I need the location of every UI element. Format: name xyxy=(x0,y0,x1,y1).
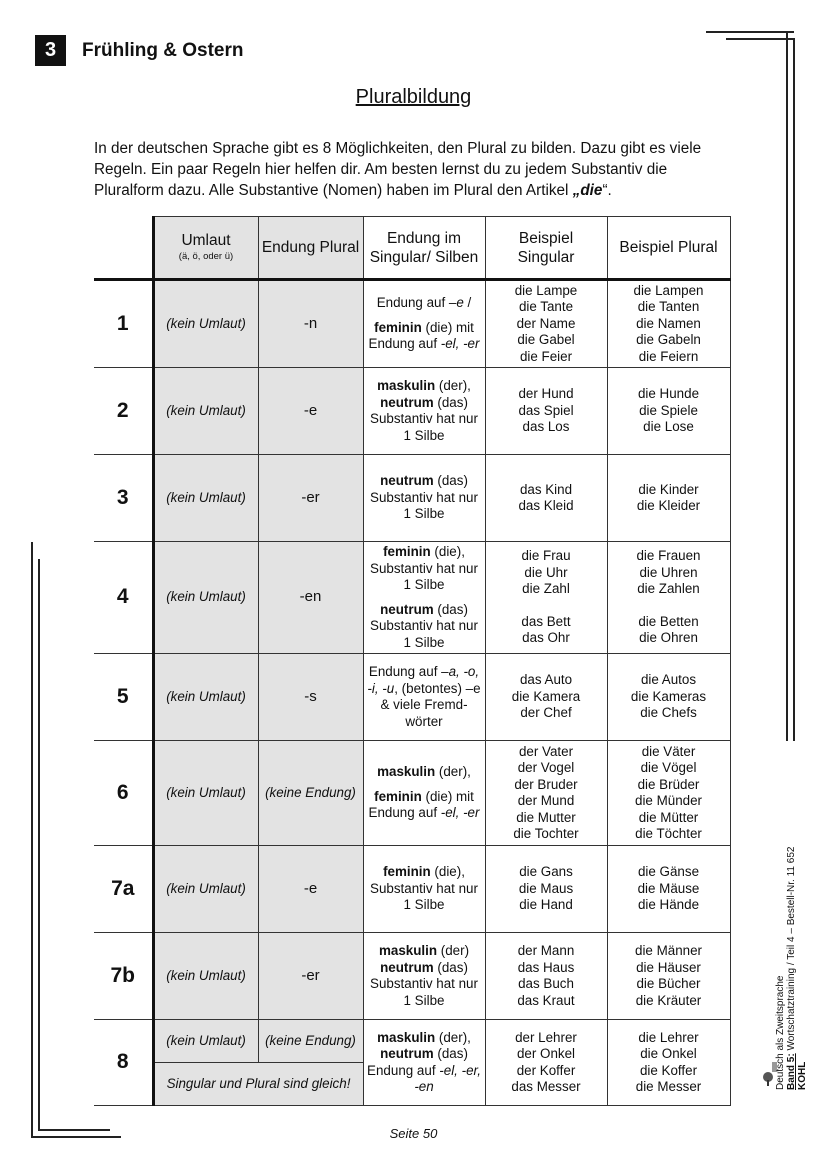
header-beispiel-singular: Beispiel Singular xyxy=(485,217,607,280)
singular-cell: das Auto die Kamera der Chef xyxy=(485,654,607,741)
plural-cell: die Männer die Häuser die Bücher die Kräuter xyxy=(607,933,730,1020)
table-row xyxy=(94,542,730,654)
plural-table xyxy=(94,216,731,1106)
rule-cell: maskulin (der), neutrum (das) Substantiv hat nur 1 Silbe xyxy=(363,368,485,455)
intro-paragraph xyxy=(94,138,734,201)
header-umlaut: Umlaut (ä, ö, oder ü) xyxy=(153,217,258,280)
row-number: 4 xyxy=(94,542,153,654)
header-endung-plural: Endung Plural xyxy=(258,217,363,280)
umlaut-cell: (kein Umlaut) xyxy=(153,542,258,654)
chapter-number: 3 xyxy=(35,35,66,66)
singular-cell: der Hund das Spiel das Los xyxy=(485,368,607,455)
umlaut-cell: (kein Umlaut) xyxy=(153,455,258,542)
table-row xyxy=(94,1020,730,1063)
frame-line xyxy=(38,559,40,1131)
endung-cell: -er xyxy=(258,455,363,542)
row-number: 8 xyxy=(94,1020,153,1106)
table-row xyxy=(94,654,730,741)
same-form-note: Singular und Plural sind gleich! xyxy=(153,1063,363,1106)
row-number: 6 xyxy=(94,741,153,846)
umlaut-cell: (kein Umlaut) xyxy=(153,368,258,455)
table-row xyxy=(94,933,730,1020)
row-number: 7b xyxy=(94,933,153,1020)
publisher-name: KOHL xyxy=(797,1061,808,1090)
plural-cell: die Kinder die Kleider xyxy=(607,455,730,542)
singular-cell: der Lehrer der Onkel der Koffer das Messer xyxy=(485,1020,607,1106)
frame-line xyxy=(786,31,788,741)
page-number: Seite 50 xyxy=(389,1126,438,1141)
plural-cell: die Autos die Kameras die Chefs xyxy=(607,654,730,741)
singular-cell: die Frau die Uhr die Zahl das Bett das Ohr xyxy=(485,542,607,654)
umlaut-cell: (kein Umlaut) xyxy=(153,1020,258,1063)
intro-article: „die xyxy=(572,182,603,199)
header-endung-singular: Endung im Singular/ Silben xyxy=(363,217,485,280)
side-line-1: Deutsch als Zweitsprache xyxy=(775,975,786,1090)
rule-cell: maskulin (der), neutrum (das) Endung auf -el, -er, -en xyxy=(363,1020,485,1106)
rule-cell: neutrum (das) Substantiv hat nur 1 Silbe xyxy=(363,455,485,542)
endung-cell: -e xyxy=(258,846,363,933)
plural-cell: die Hunde die Spiele die Lose xyxy=(607,368,730,455)
row-number: 2 xyxy=(94,368,153,455)
rule-cell: maskulin (der), feminin (die) mit Endung auf -el, -er xyxy=(363,741,485,846)
singular-cell: das Kind das Kleid xyxy=(485,455,607,542)
plural-cell: die Lehrer die Onkel die Koffer die Messer xyxy=(607,1020,730,1106)
plural-cell: die Väter die Vögel die Brüder die Münder die Mütter die Töchter xyxy=(607,741,730,846)
frame-line xyxy=(31,542,33,1138)
frame-line xyxy=(726,38,794,40)
row-number: 3 xyxy=(94,455,153,542)
table-row xyxy=(94,280,730,368)
endung-cell: -e xyxy=(258,368,363,455)
umlaut-cell: (kein Umlaut) xyxy=(153,846,258,933)
plural-cell: die Frauen die Uhren die Zahlen die Betten die Ohren xyxy=(607,542,730,654)
frame-line xyxy=(706,31,794,33)
singular-cell: die Lampe die Tante der Name die Gabel die Feier xyxy=(485,280,607,368)
endung-cell: -n xyxy=(258,280,363,368)
row-number: 1 xyxy=(94,280,153,368)
singular-cell: der Vater der Vogel der Bruder der Mund die Mutter die Tochter xyxy=(485,741,607,846)
umlaut-cell: (kein Umlaut) xyxy=(153,654,258,741)
endung-cell: -er xyxy=(258,933,363,1020)
rule-cell: maskulin (der) neutrum (das) Substantiv hat nur 1 Silbe xyxy=(363,933,485,1020)
row-number: 7a xyxy=(94,846,153,933)
umlaut-cell: (kein Umlaut) xyxy=(153,741,258,846)
endung-cell: (keine Endung) xyxy=(258,741,363,846)
rule-cell: Endung auf –a, -o, -i, -u, (betontes) –e & viele Fremd-wörter xyxy=(363,654,485,741)
frame-line xyxy=(793,38,795,741)
table-row xyxy=(94,741,730,846)
table-row xyxy=(94,455,730,542)
singular-cell: der Mann das Haus das Buch das Kraut xyxy=(485,933,607,1020)
umlaut-cell: (kein Umlaut) xyxy=(153,280,258,368)
table-row xyxy=(94,368,730,455)
header-corner xyxy=(94,217,153,280)
header-beispiel-plural: Beispiel Plural xyxy=(607,217,730,280)
endung-cell: (keine Endung) xyxy=(258,1020,363,1063)
plural-cell: die Lampen die Tanten die Namen die Gabeln die Feiern xyxy=(607,280,730,368)
umlaut-cell: (kein Umlaut) xyxy=(153,933,258,1020)
singular-cell: die Gans die Maus die Hand xyxy=(485,846,607,933)
row-number: 5 xyxy=(94,654,153,741)
table-header-row xyxy=(94,217,730,280)
side-publication-info xyxy=(775,847,808,1090)
rule-cell: Endung auf –e / feminin (die) mit Endung auf -el, -er xyxy=(363,280,485,368)
table-row xyxy=(94,846,730,933)
intro-end: “. xyxy=(602,182,612,199)
plural-cell: die Gänse die Mäuse die Hände xyxy=(607,846,730,933)
endung-cell: -en xyxy=(258,542,363,654)
rule-cell: feminin (die), Substantiv hat nur 1 Silbe neutrum (das) Substantiv hat nur 1 Silbe xyxy=(363,542,485,654)
chapter-title: Frühling & Ostern xyxy=(82,40,244,61)
endung-cell: -s xyxy=(258,654,363,741)
rule-cell: feminin (die), Substantiv hat nur 1 Silbe xyxy=(363,846,485,933)
page-title: Pluralbildung xyxy=(355,86,472,108)
intro-text: In der deutschen Sprache gibt es 8 Möglichkeiten, den Plural zu bilden. Dazu gibt es viele Regeln. Ein paar Regeln hier helfen dir. Am besten lernst du zu jedem Substantiv die Pluralform dazu. Alle Substantive (Nomen) haben im Plural den Artikel xyxy=(94,140,702,199)
side-line-2: Band 5: Wortschatztraining / Teil 4 – Bestell-Nr. 11 652 xyxy=(786,846,797,1090)
